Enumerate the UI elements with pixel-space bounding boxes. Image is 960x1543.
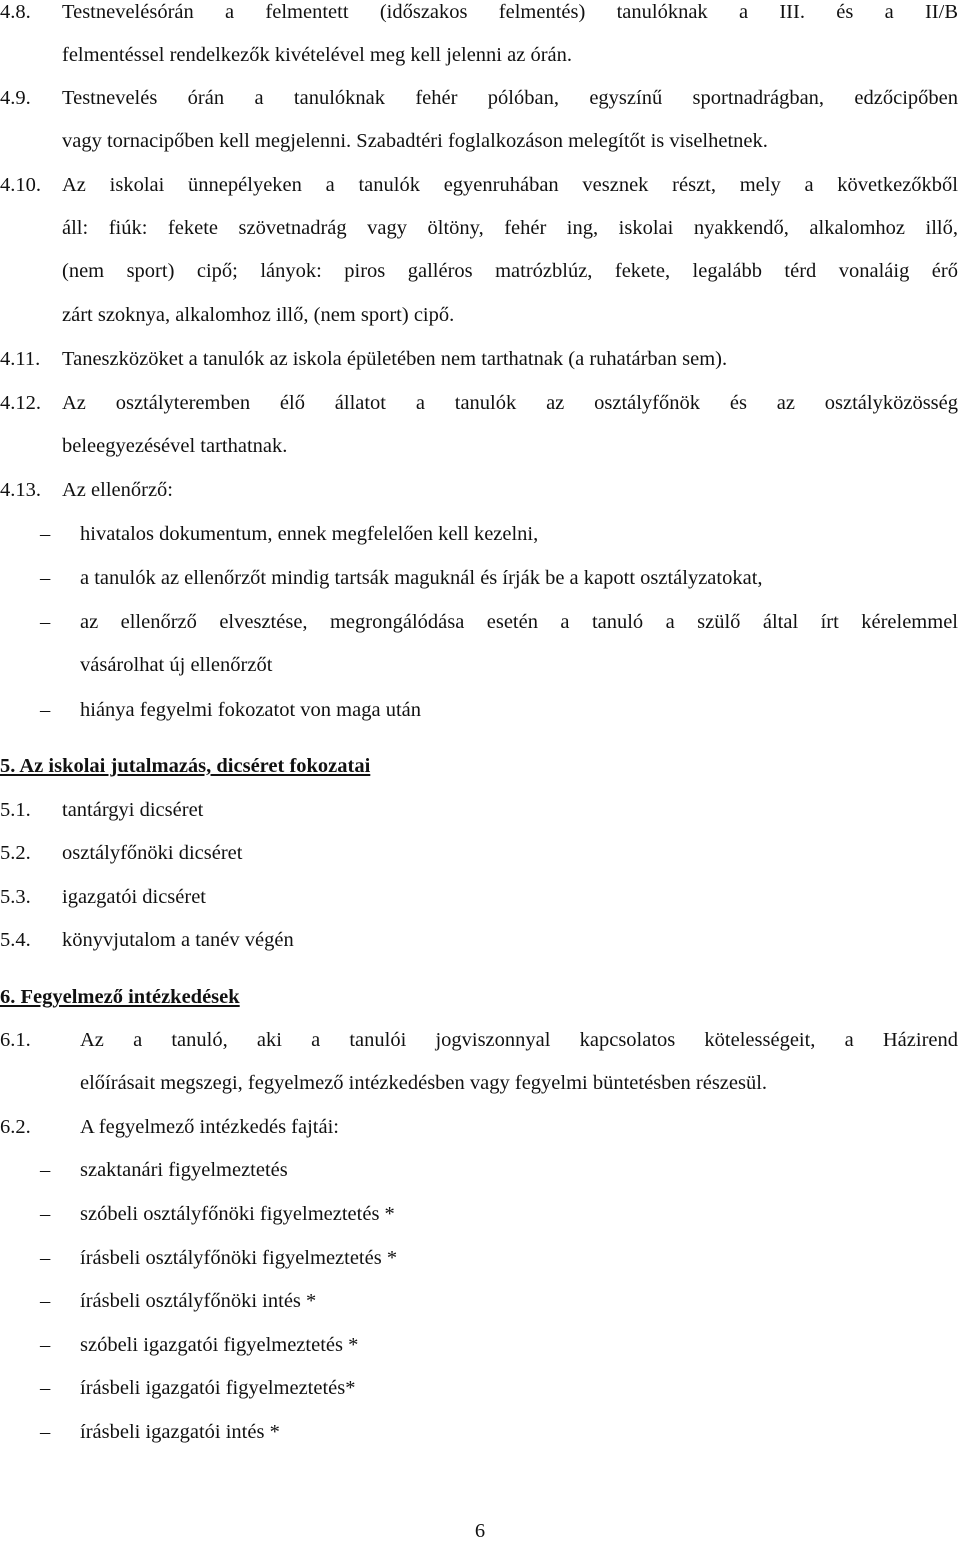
dash-bullet: –	[40, 1334, 51, 1356]
paragraph-line: előírásait megszegi, fegyelmező intézkedésben vagy fegyelmi büntetésben részesül.	[80, 1072, 768, 1094]
paragraph-line: Az osztályteremben élő állatot a tanulók az osztályfőnök és az osztályközösség	[62, 392, 958, 414]
item-number: 6.1.	[0, 1029, 31, 1051]
paragraph-line: Testnevelésórán a felmentett (időszakos felmentés) tanulóknak a III. és a II/B	[62, 1, 958, 23]
paragraph-line: zárt szoknya, alkalomhoz illő, (nem sport) cipő.	[62, 304, 455, 326]
dash-bullet: –	[40, 523, 51, 545]
list-item: szaktanári figyelmeztetés	[80, 1159, 288, 1181]
list-item: igazgatói dicséret	[62, 886, 207, 908]
list-item: a tanulók az ellenőrzőt mindig tartsák maguknál és írják be a kapott osztályzatokat,	[80, 567, 763, 589]
list-item: írásbeli osztályfőnöki figyelmeztetés *	[80, 1247, 398, 1269]
list-item: szóbeli igazgatói figyelmeztetés *	[80, 1334, 359, 1356]
paragraph-line: felmentéssel rendelkezők kivételével meg kell jelenni az órán.	[62, 44, 572, 66]
item-number: 5.4.	[0, 929, 31, 951]
section-heading: 5. Az iskolai jutalmazás, dicséret fokozatai	[0, 755, 371, 777]
paragraph-line: beleegyezésével tarthatnak.	[62, 435, 288, 457]
paragraph-line: Taneszközöket a tanulók az iskola épületében nem tarthatnak (a ruhatárban sem).	[62, 348, 728, 370]
paragraph-line: A fegyelmező intézkedés fajtái:	[80, 1116, 339, 1138]
list-item: hivatalos dokumentum, ennek megfelelően kell kezelni,	[80, 523, 539, 545]
list-item: az ellenőrző elvesztése, megrongálódása esetén a tanuló a szülő által írt kérelemmel	[80, 611, 958, 633]
paragraph-line: (nem sport) cipő; lányok: piros galléros matrózblúz, fekete, legalább térd vonaláig érő	[62, 260, 958, 282]
item-number: 5.1.	[0, 799, 31, 821]
list-item: tantárgyi dicséret	[62, 799, 204, 821]
list-item: könyvjutalom a tanév végén	[62, 929, 294, 951]
list-item: írásbeli igazgatói intés *	[80, 1421, 280, 1443]
dash-bullet: –	[40, 699, 51, 721]
paragraph-line: Az a tanuló, aki a tanulói jogviszonnyal kapcsolatos kötelességeit, a Házirend	[80, 1029, 958, 1051]
item-number: 4.10.	[0, 174, 41, 196]
list-item: osztályfőnöki dicséret	[62, 842, 243, 864]
section-heading: 6. Fegyelmező intézkedések	[0, 986, 240, 1008]
paragraph-line: Testnevelés órán a tanulóknak fehér pólóban, egyszínű sportnadrágban, edzőcipőben	[62, 87, 958, 109]
dash-bullet: –	[40, 1247, 51, 1269]
dash-bullet: –	[40, 1290, 51, 1312]
dash-bullet: –	[40, 1377, 51, 1399]
item-number: 5.2.	[0, 842, 31, 864]
dash-bullet: –	[40, 611, 51, 633]
page-number: 6	[474, 1520, 486, 1542]
item-number: 5.3.	[0, 886, 31, 908]
item-number: 4.11.	[0, 348, 41, 370]
dash-bullet: –	[40, 1203, 51, 1225]
item-number: 4.8.	[0, 1, 31, 23]
paragraph-line: Az iskolai ünnepélyeken a tanulók egyenruhában vesznek részt, mely a következőkből	[62, 174, 958, 196]
list-item: írásbeli osztályfőnöki intés *	[80, 1290, 317, 1312]
dash-bullet: –	[40, 1421, 51, 1443]
list-item: szóbeli osztályfőnöki figyelmeztetés *	[80, 1203, 395, 1225]
paragraph-line: Az ellenőrző:	[62, 479, 173, 501]
item-number: 4.13.	[0, 479, 41, 501]
paragraph-line: áll: fiúk: fekete szövetnadrág vagy öltöny, fehér ing, iskolai nyakkendő, alkalomhoz illő,	[62, 217, 958, 239]
item-number: 4.9.	[0, 87, 31, 109]
paragraph-line: vagy tornacipőben kell megjelenni. Szabadtéri foglalkozáson melegítőt is viselhetnek.	[62, 130, 768, 152]
item-number: 4.12.	[0, 392, 41, 414]
dash-bullet: –	[40, 567, 51, 589]
dash-bullet: –	[40, 1159, 51, 1181]
list-item-continuation: vásárolhat új ellenőrzőt	[80, 654, 273, 676]
item-number: 6.2.	[0, 1116, 31, 1138]
list-item: hiánya fegyelmi fokozatot von maga után	[80, 699, 421, 721]
list-item: írásbeli igazgatói figyelmeztetés*	[80, 1377, 356, 1399]
